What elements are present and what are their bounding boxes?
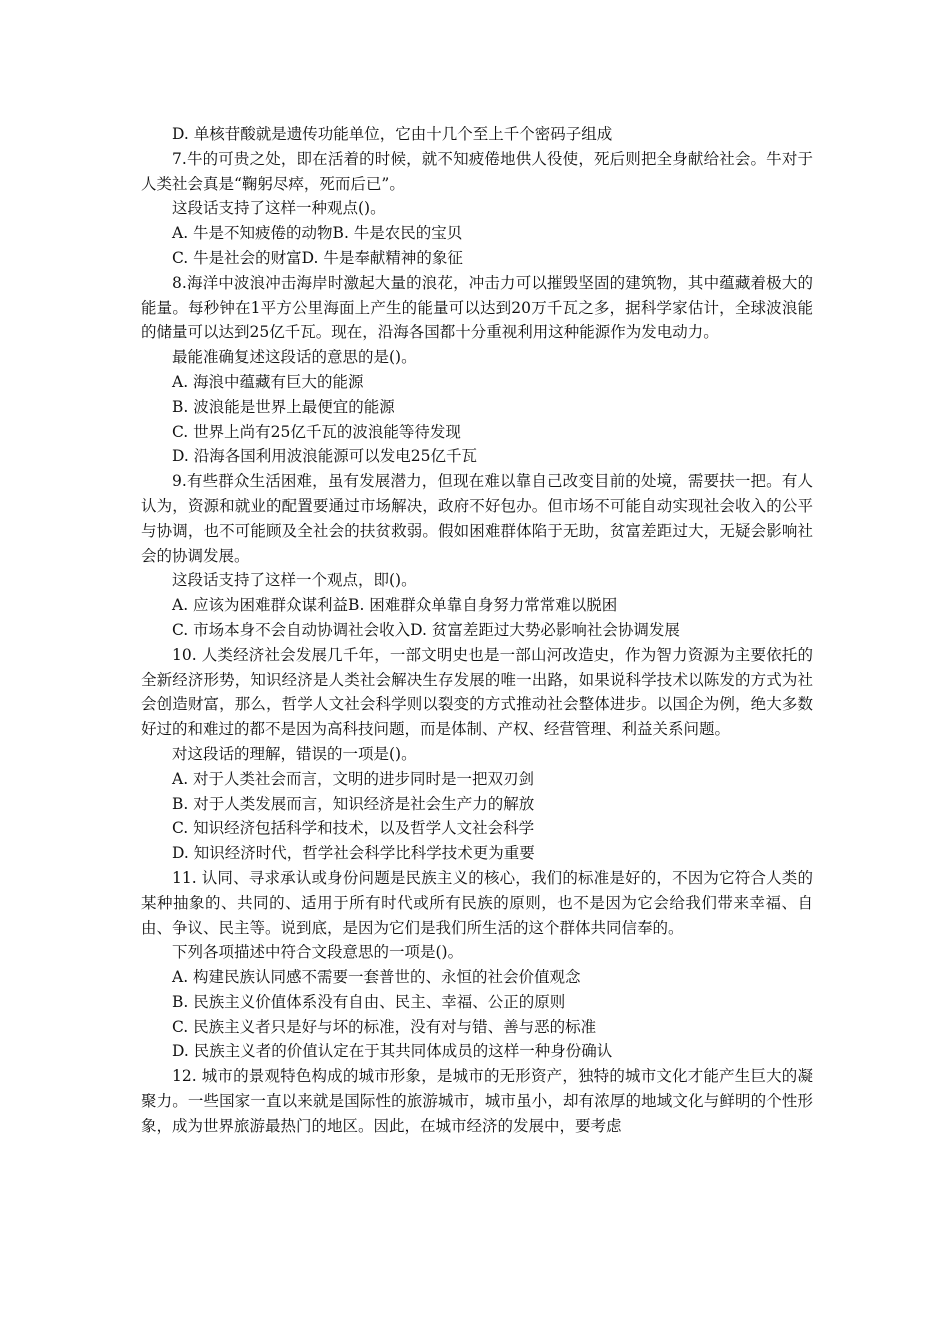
document-page (141, 122, 813, 1139)
question-10-option-b: B. 对于人类发展而言，知识经济是社会生产力的解放 (172, 794, 535, 813)
question-7-stem: 这段话支持了这样一种观点()。 (172, 199, 386, 218)
question-11-option-b: B. 民族主义价值体系没有自由、民主、幸福、公正的原则 (172, 992, 566, 1011)
question-10-option-a: A. 对于人类社会而言，文明的进步同时是一把双刃剑 (172, 769, 535, 788)
question-11-option-c: C. 民族主义者只是好与坏的标准，没有对与错、善与恶的标准 (172, 1017, 597, 1036)
question-10-option-d: D. 知识经济时代，哲学社会科学比科学技术更为重要 (172, 844, 535, 863)
question-9-options-cd: C. 市场本身不会自动协调社会收入D. 贫富差距过大势必影响社会协调发展 (172, 620, 680, 639)
question-10-stem: 对这段话的理解，错误的一项是()。 (172, 744, 417, 763)
question-10-option-c: C. 知识经济包括科学和技术，以及哲学人文社会科学 (172, 819, 535, 838)
question-11-stem: 下列各项描述中符合文段意思的一项是()。 (172, 943, 464, 962)
option-line: D. 单核苷酸就是遗传功能单位，它由十几个至上千个密码子组成 (172, 125, 613, 143)
question-8-option-d: D. 沿海各国利用波浪能源可以发电25亿千瓦 (172, 447, 477, 466)
question-7-text: 7.牛的可贵之处，即在活着的时候，就不知疲倦地供人役使，死后则把全身献给社会。牛对于人类社会真是“鞠躬尽瘁，死而后已”。 (141, 149, 813, 193)
question-8-stem: 最能准确复述这段话的意思的是()。 (172, 348, 417, 367)
question-8-option-a: A. 海浪中蕴藏有巨大的能源 (172, 372, 364, 391)
question-9-options-ab: A. 应该为困难群众谋利益B. 困难群众单靠自身努力常常难以脱困 (172, 596, 618, 615)
question-11-option-a: A. 构建民族认同感不需要一套普世的、永恒的社会价值观念 (172, 968, 581, 987)
question-9-stem: 这段话支持了这样一个观点，即()。 (172, 571, 417, 590)
question-7-options-cd: C. 牛是社会的财富D. 牛是奉献精神的象征 (172, 248, 463, 267)
question-10-text: 10. 人类经济社会发展几千年，一部文明史也是一部山河改造史，作为智力资源为主要依托的全新经济形势，知识经济是人类社会解决生存发展的唯一出路，如果说科学技术以陈发的方式为社会创造财富，那么，哲学人文社会科学则以裂变的方式推动社会整体进步。以国企为例，绝大多数好过的和难过的都不是因为高科技问题，而是体制、产权、经营管理、利益关系问题。 (141, 645, 813, 739)
question-9-text: 9.有些群众生活困难，虽有发展潜力，但现在难以靠自己改变目前的处境，需要扶一把。有人认为，资源和就业的配置要通过市场解决，政府不好包办。但市场不可能自动实现社会收入的公平与协调，也不可能顾及全社会的扶贫救弱。假如困难群体陷于无助，贫富差距过大，无疑会影响社会的协调发展。 (141, 472, 813, 565)
question-7-options-ab: A. 牛是不知疲倦的动物B. 牛是农民的宝贝 (172, 224, 463, 243)
question-11-text: 11. 认同、寻求承认或身份问题是民族主义的核心，我们的标准是好的，不因为它符合人类的某种抽象的、共同的、适用于所有时代或所有民族的原则，也不是因为它会给我们带来幸福、自由、争议、民主等。说到底，是因为它们是我们所生活的这个群体共同信奉的。 (141, 868, 813, 937)
question-12-text: 12. 城市的景观特色构成的城市形象，是城市的无形资产，独特的城市文化才能产生巨大的凝聚力。一些国家一直以来就是国际性的旅游城市，城市虽小，却有浓厚的地域文化与鲜明的个性形象，成为世界旅游最热门的地区。因此，在城市经济的发展中，要考虑 (141, 1067, 813, 1135)
question-11-option-d: D. 民族主义者的价值认定在于其共同体成员的这样一种身份确认 (172, 1042, 613, 1061)
question-8-option-c: C. 世界上尚有25亿千瓦的波浪能等待发现 (172, 422, 461, 441)
question-8-option-b: B. 波浪能是世界上最便宜的能源 (172, 397, 395, 416)
question-8-text: 8.海洋中波浪冲击海岸时激起大量的浪花，冲击力可以摧毁坚固的建筑物，其中蕴藏着极大的能量。每秒钟在1平方公里海面上产生的能量可以达到20万千瓦之多，据科学家估计，全球波浪能的储量可以达到25亿千瓦。现在，沿海各国都十分重视利用这种能源作为发电动力。 (141, 273, 813, 342)
